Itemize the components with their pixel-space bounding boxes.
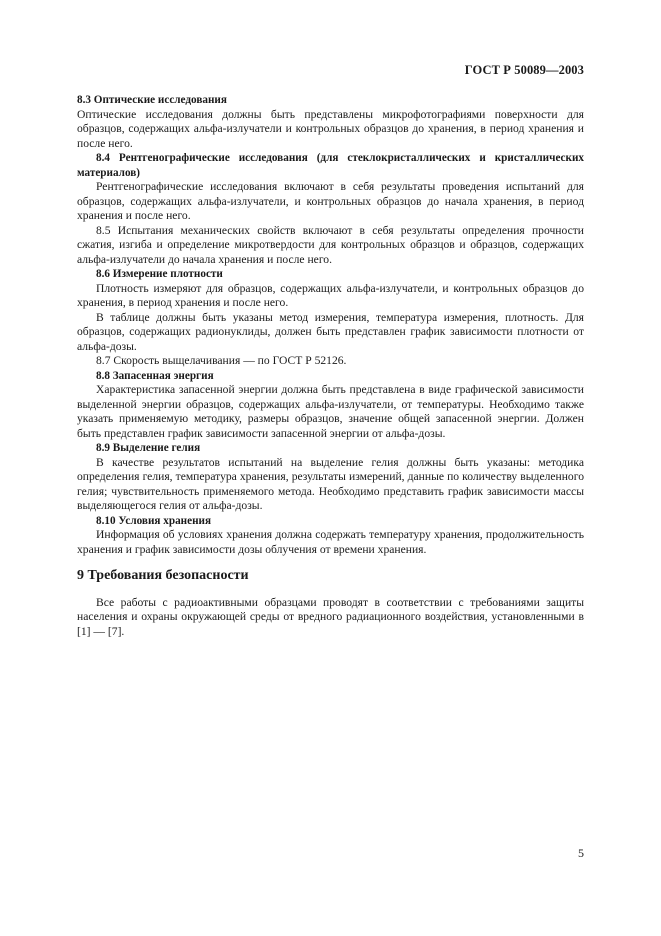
section-8-4-text: Рентгенографические исследования включают в себя результаты проведения испытаний для образцов, содержащих альфа-излучатели, и контрольных образцов до начала хранения, в период хранения и после него.: [77, 180, 584, 222]
section-8-3-title: 8.3 Оптические исследования: [77, 94, 227, 106]
document-body: [77, 93, 584, 639]
document-id-header: ГОСТ Р 50089—2003: [464, 63, 584, 77]
section-8-6-text-1: Плотность измеряют для образцов, содержащих альфа-излучатели, и контрольных образцов до хранения, в период хранения и после него.: [77, 281, 584, 309]
section-8-6-text-2: В таблице должны быть указаны метод измерения, температура измерения, плотность. Для образцов, содержащих радионуклиды, должен быть представлен график зависимости плотности от альфа-дозы.: [77, 310, 584, 353]
section-8-10-title: 8.10 Условия хранения: [96, 514, 212, 527]
section-9-text: Все работы с радиоактивными образцами проводят в соответствии с требованиями защиты населения и охраны окружающей среды от вредного радиационного воздействия, установленными в [1] — [7].: [77, 595, 584, 638]
section-8-8-text: Характеристика запасенной энергии должна быть представлена в виде графической зависимости выделенной энергии образцов, содержащих альфа-излучатели, от температуры. Необходимо также указать применяемую методику, размеры образцов, значение общей запасенной энергии. Должен быть представлен график зависимости запасенной энергии от альфа-дозы.: [77, 383, 584, 440]
section-8-3-text: Оптические исследования должны быть представлены микрофотографиями поверхности для образцов, содержащих альфа-излучатели и контрольных образцов до хранения, в период хранения и после него.: [77, 107, 584, 150]
section-8-6-title: 8.6 Измерение плотности: [96, 268, 223, 280]
page-number: 5: [578, 846, 584, 860]
section-8-5-text: 8.5 Испытания механических свойств включают в себя результаты определения прочности сжатия, изгиба и определение микротвердости для контрольных образцов и образцов, содержащих альфа-излучатели до начала хранения и после него.: [77, 223, 584, 266]
section-8-10-text: Информация об условиях хранения должна содержать температуру хранения, продолжительность хранения и график зависимости дозы облучения от времени хранения.: [77, 528, 584, 556]
section-8-4-title: 8.4 Рентгенографические исследования (для стеклокристаллических и кристаллических материалов): [77, 152, 584, 179]
section-8-9-text: В качестве результатов испытаний на выделение гелия должны быть указаны: методика определения гелия, температура хранения, результаты измерений, данные по количеству выделенного гелия; чувствительность применяемого метода. Необходимо представить график зависимости массы выделяющегося гелия от альфа-дозы.: [77, 455, 584, 512]
section-8-7-text: 8.7 Скорость выщелачивания — по ГОСТ Р 52126.: [96, 354, 347, 367]
section-9-title: 9 Требования безопасности: [77, 568, 249, 583]
section-8-9-title: 8.9 Выделение гелия: [96, 442, 201, 454]
section-8-8-title: 8.8 Запасенная энергия: [96, 369, 214, 382]
